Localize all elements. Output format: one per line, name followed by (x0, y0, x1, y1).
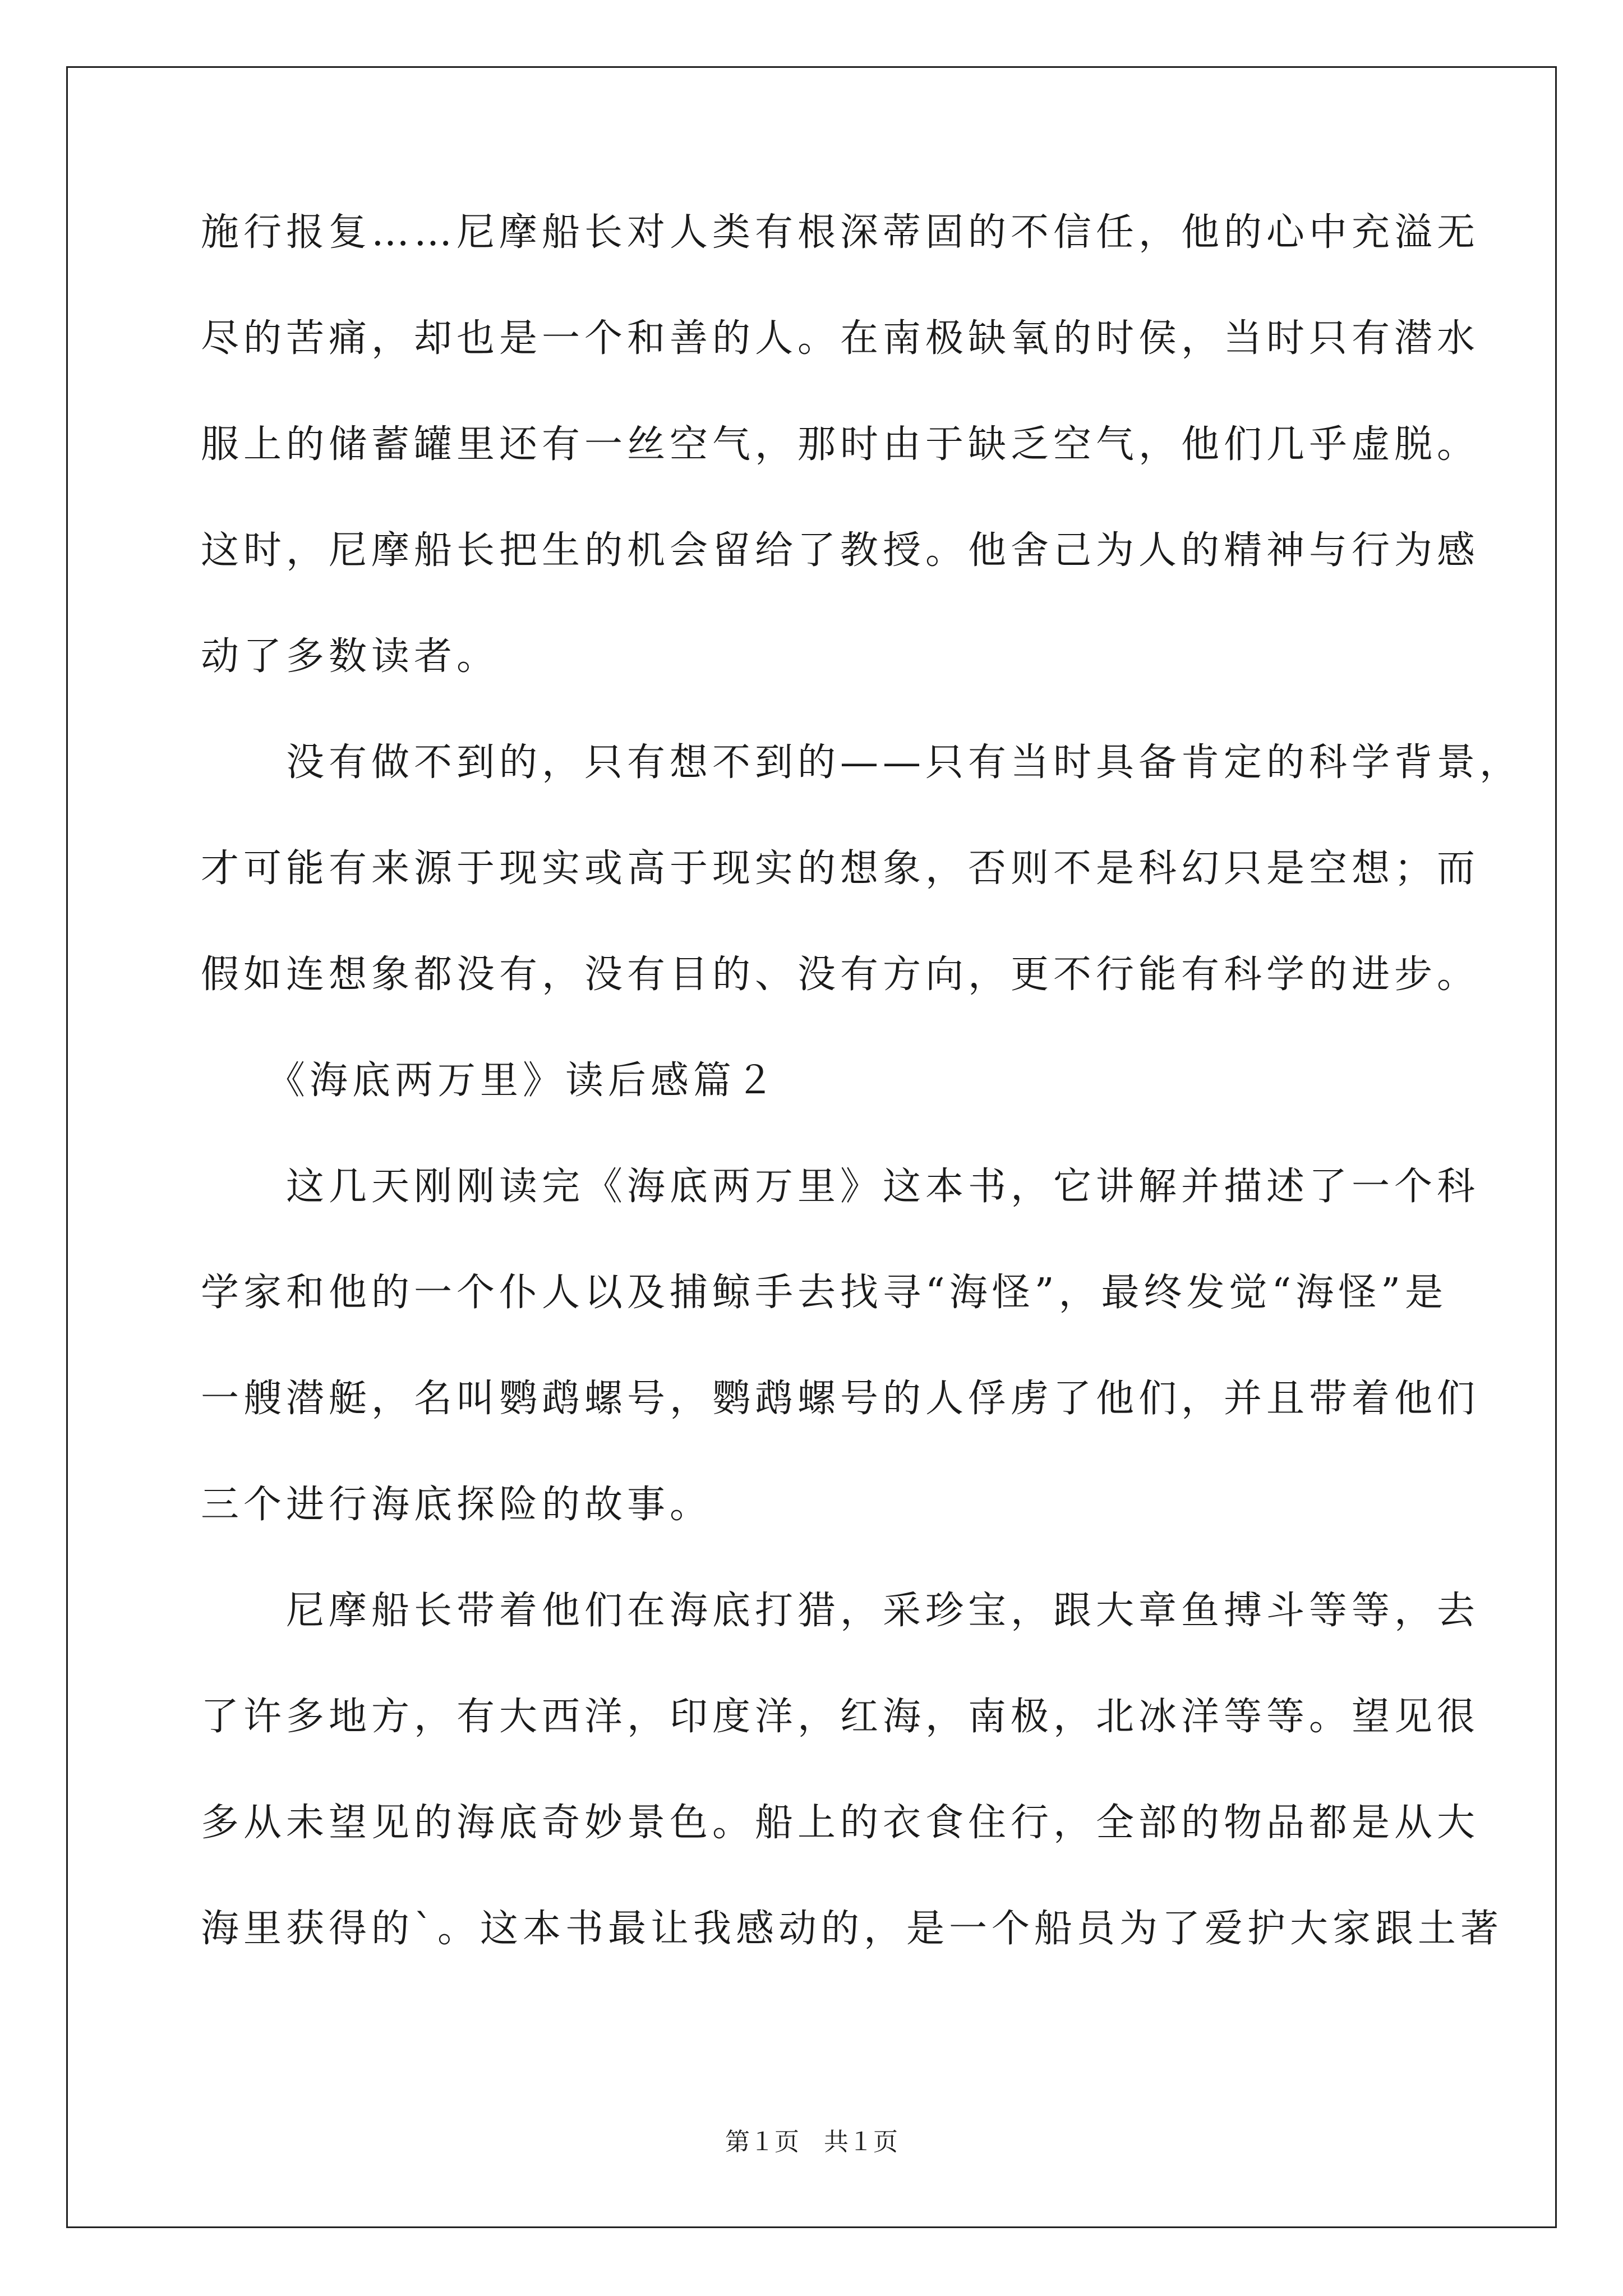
text-line: 假如连想象都没有，没有目的、没有方向，更不行能有科学的进步。 (201, 953, 1480, 997)
text-line: 尼摩船长带着他们在海底打猎，采珍宝，跟大章鱼搏斗等等，去 (201, 1589, 1480, 1633)
text-line: 一艘潜艇，名叫鹦鹉螺号，鹦鹉螺号的人俘虏了他们，并且带着他们 (201, 1377, 1480, 1421)
text-line: 三个进行海底探险的故事。 (201, 1483, 713, 1527)
text-line: 才可能有来源于现实或高于现实的想象，否则不是科幻只是空想；而 (201, 846, 1480, 891)
text-line: 了许多地方，有大西洋，印度洋，红海，南极，北冰洋等等。望见很 (201, 1695, 1480, 1739)
text-line: 这几天刚刚读完《海底两万里》这本书，它讲解并描述了一个科 (201, 1165, 1480, 1209)
page-footer: 第１页 共１页 (725, 2128, 898, 2156)
text-line: 服上的储蓄罐里还有一丝空气，那时由于缺乏空气，他们几乎虚脱。 (201, 422, 1480, 467)
text-line: 学家和他的一个仆人以及捕鲸手去找寻“海怪”，最终发觉“海怪”是 (201, 1271, 1448, 1315)
document-body (201, 205, 1523, 2007)
section-heading: 《海底两万里》读后感篇２ (201, 1059, 779, 1103)
text-line: 海里获得的`。这本书最让我感动的，是一个船员为了爱护大家跟土著 (201, 1907, 1504, 1951)
text-line: 多从未望见的海底奇妙景色。船上的衣食住行，全部的物品都是从大 (201, 1801, 1480, 1845)
text-line: 施行报复……尼摩船长对人类有根深蒂固的不信任，他的心中充溢无 (201, 210, 1480, 255)
text-line: 动了多数读者。 (201, 634, 500, 679)
text-line: 没有做不到的，只有想不到的——只有当时具备肯定的科学背景， (201, 740, 1523, 785)
text-line: 尽的苦痛，却也是一个和善的人。在南极缺氧的时侯，当时只有潜水 (201, 316, 1480, 361)
text-line: 这时，尼摩船长把生的机会留给了教授。他舍己为人的精神与行为感 (201, 528, 1480, 573)
